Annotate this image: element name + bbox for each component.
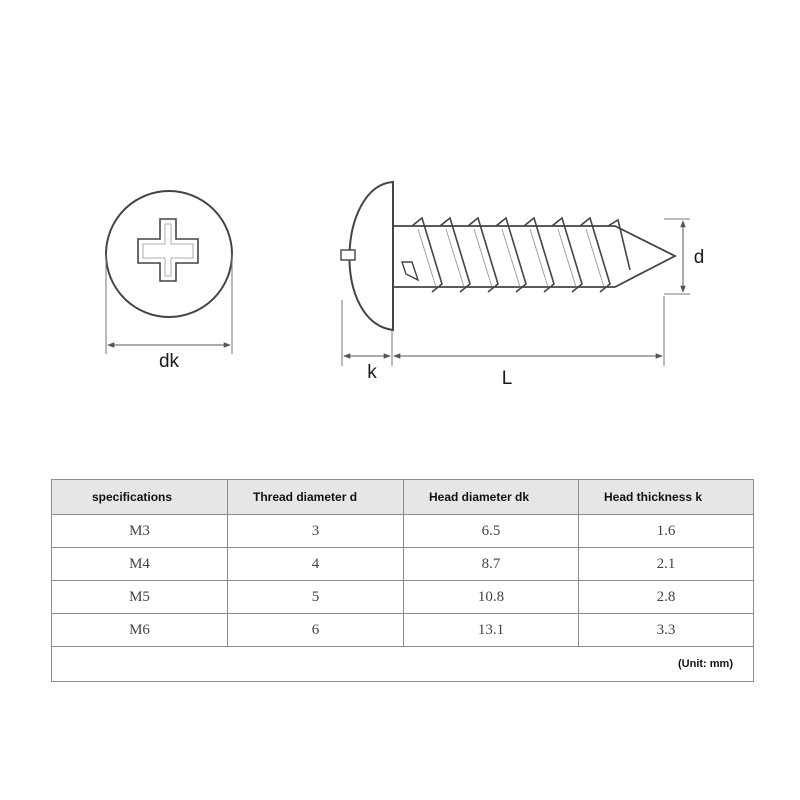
screw-side-view <box>341 182 675 330</box>
cell-head-diameter: 6.5 <box>404 515 579 548</box>
cell-head-diameter: 13.1 <box>404 614 579 647</box>
cell-thread-diameter: 4 <box>228 548 404 581</box>
cell-spec: M5 <box>52 581 228 614</box>
cell-head-thickness: 1.6 <box>579 515 754 548</box>
cell-head-thickness: 3.3 <box>579 614 754 647</box>
table-row <box>52 581 754 614</box>
cell-spec: M6 <box>52 614 228 647</box>
cell-head-diameter: 10.8 <box>404 581 579 614</box>
cell-head-thickness: 2.8 <box>579 581 754 614</box>
table-row <box>52 548 754 581</box>
dk-label: dk <box>158 351 180 372</box>
cell-head-thickness: 2.1 <box>579 548 754 581</box>
unit-row <box>52 647 754 682</box>
cell-thread-diameter: 3 <box>228 515 404 548</box>
unit-note: (Unit: mm) <box>52 647 754 682</box>
screw-head-top-view <box>106 191 232 317</box>
header-specifications: specifications <box>52 480 228 515</box>
header-head-thickness: Head thickness k <box>579 480 754 515</box>
cell-head-diameter: 8.7 <box>404 548 579 581</box>
specifications-table <box>51 479 754 682</box>
d-label: d <box>693 247 705 268</box>
table-row <box>52 614 754 647</box>
l-dimension <box>394 296 664 389</box>
table-header-row <box>52 480 754 515</box>
header-thread-diameter: Thread diameter d <box>228 480 404 515</box>
cell-thread-diameter: 5 <box>228 581 404 614</box>
cell-thread-diameter: 6 <box>228 614 404 647</box>
header-head-diameter: Head diameter dk <box>404 480 579 515</box>
table-row <box>52 515 754 548</box>
cell-spec: M3 <box>52 515 228 548</box>
cell-spec: M4 <box>52 548 228 581</box>
k-label: k <box>367 362 377 383</box>
l-label: L <box>501 368 513 389</box>
